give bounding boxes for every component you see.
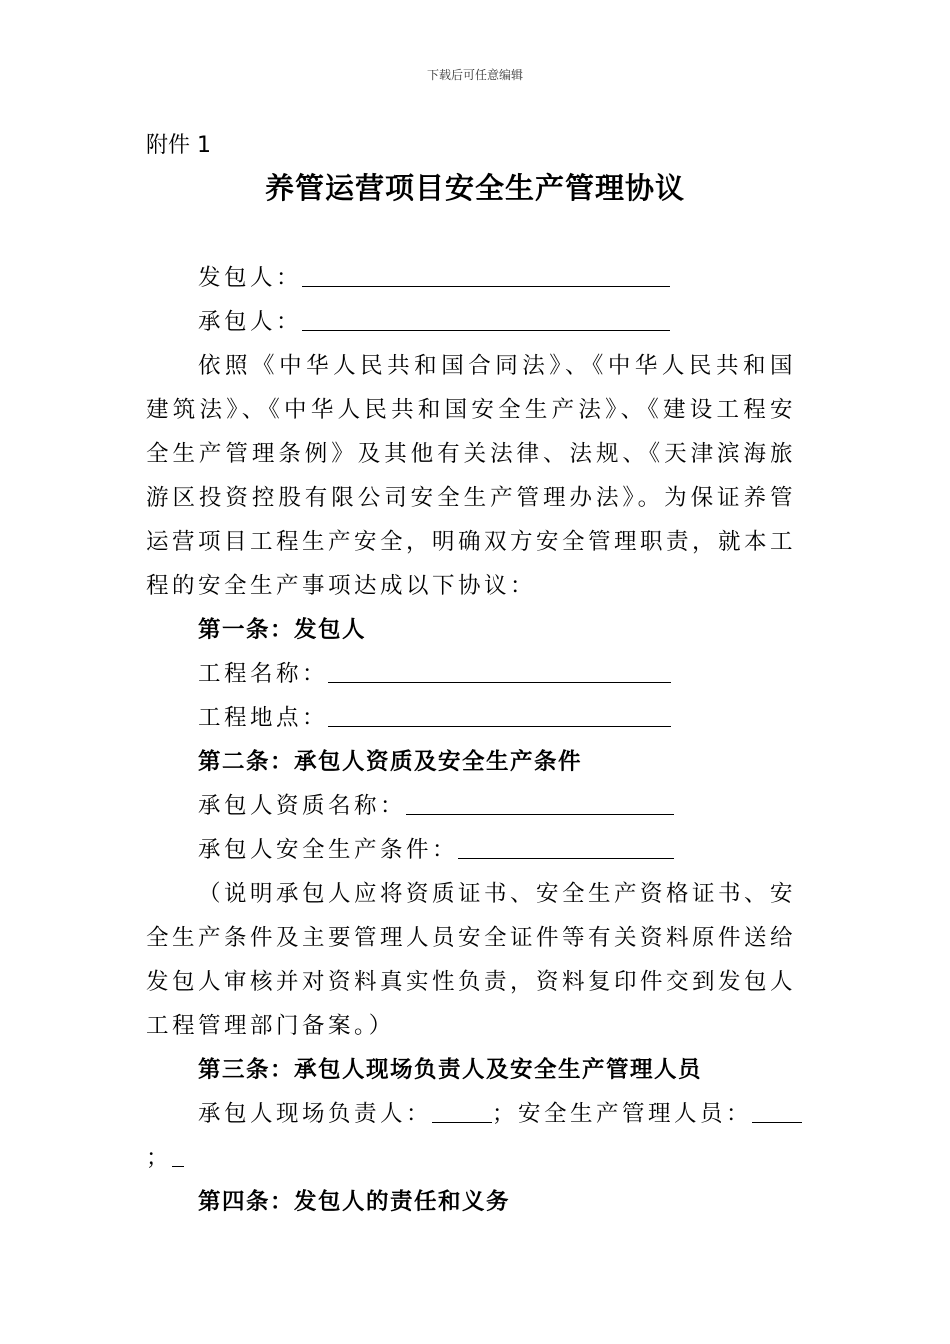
article-3-heading: 第三条：承包人现场负责人及安全生产管理人员 <box>198 1057 703 1083</box>
project-site-label: 工程地点： <box>198 705 329 731</box>
party-b-blank[interactable] <box>302 300 670 331</box>
article-4-heading: 第四条：发包人的责任和义务 <box>198 1189 511 1215</box>
party-b-field <box>146 300 796 344</box>
party-a-blank[interactable] <box>302 256 670 287</box>
document-title: 养管运营项目安全生产管理协议 <box>264 171 685 205</box>
qualification-label: 承包人资质名称： <box>198 793 407 819</box>
personnel-field-continuation <box>146 1136 796 1180</box>
project-name-field <box>146 652 796 696</box>
project-name-label: 工程名称： <box>198 661 329 687</box>
safety-staff-label: 安全生产管理人员： <box>518 1101 753 1127</box>
page-header-note: 下载后可任意编辑 <box>426 68 523 82</box>
site-manager-blank[interactable] <box>432 1092 492 1123</box>
safety-condition-blank[interactable] <box>458 828 674 859</box>
site-manager-label: 承包人现场负责人： <box>198 1101 433 1127</box>
article-1-heading: 第一条：发包人 <box>198 617 367 643</box>
qualification-blank[interactable] <box>406 784 674 815</box>
personnel-field-line <box>146 1092 796 1136</box>
qualification-field <box>146 784 796 828</box>
party-b-label: 承包人： <box>198 309 303 335</box>
safety-condition-field <box>146 828 796 872</box>
project-site-blank[interactable] <box>328 696 671 727</box>
safety-condition-label: 承包人安全生产条件： <box>198 837 459 863</box>
extra-staff-blank[interactable] <box>172 1136 184 1167</box>
line-end-semicolon: ； <box>146 1145 173 1171</box>
article-2-heading: 第二条：承包人资质及安全生产条件 <box>198 749 583 775</box>
project-site-field <box>146 696 796 740</box>
attachment-label: 附件 1 <box>146 133 211 158</box>
party-a-field <box>146 256 796 300</box>
document-body <box>146 256 796 1224</box>
party-a-label: 发包人： <box>198 265 303 291</box>
intro-paragraph: 依照《中华人民共和国合同法》、《中华人民共和国建筑法》、《中华人民共和国安全生产法》、《建设工程安全生产管理条例》及其他有关法律、法规、《天津滨海旅游区投资控股有限公司安全生产管理办法》。为保证养管运营项目工程生产安全，明确双方安全管理职责，就本工程的安全生产事项达成以下协议： <box>146 353 797 599</box>
safety-staff-blank[interactable] <box>752 1092 802 1123</box>
project-name-blank[interactable] <box>328 652 671 683</box>
separator: ； <box>492 1101 519 1127</box>
article-2-note: （说明承包人应将资质证书、安全生产资格证书、安全生产条件及主要管理人员安全证件等有关资料原件送给发包人审核并对资料真实性负责，资料复印件交到发包人工程管理部门备案。） <box>146 881 797 1039</box>
